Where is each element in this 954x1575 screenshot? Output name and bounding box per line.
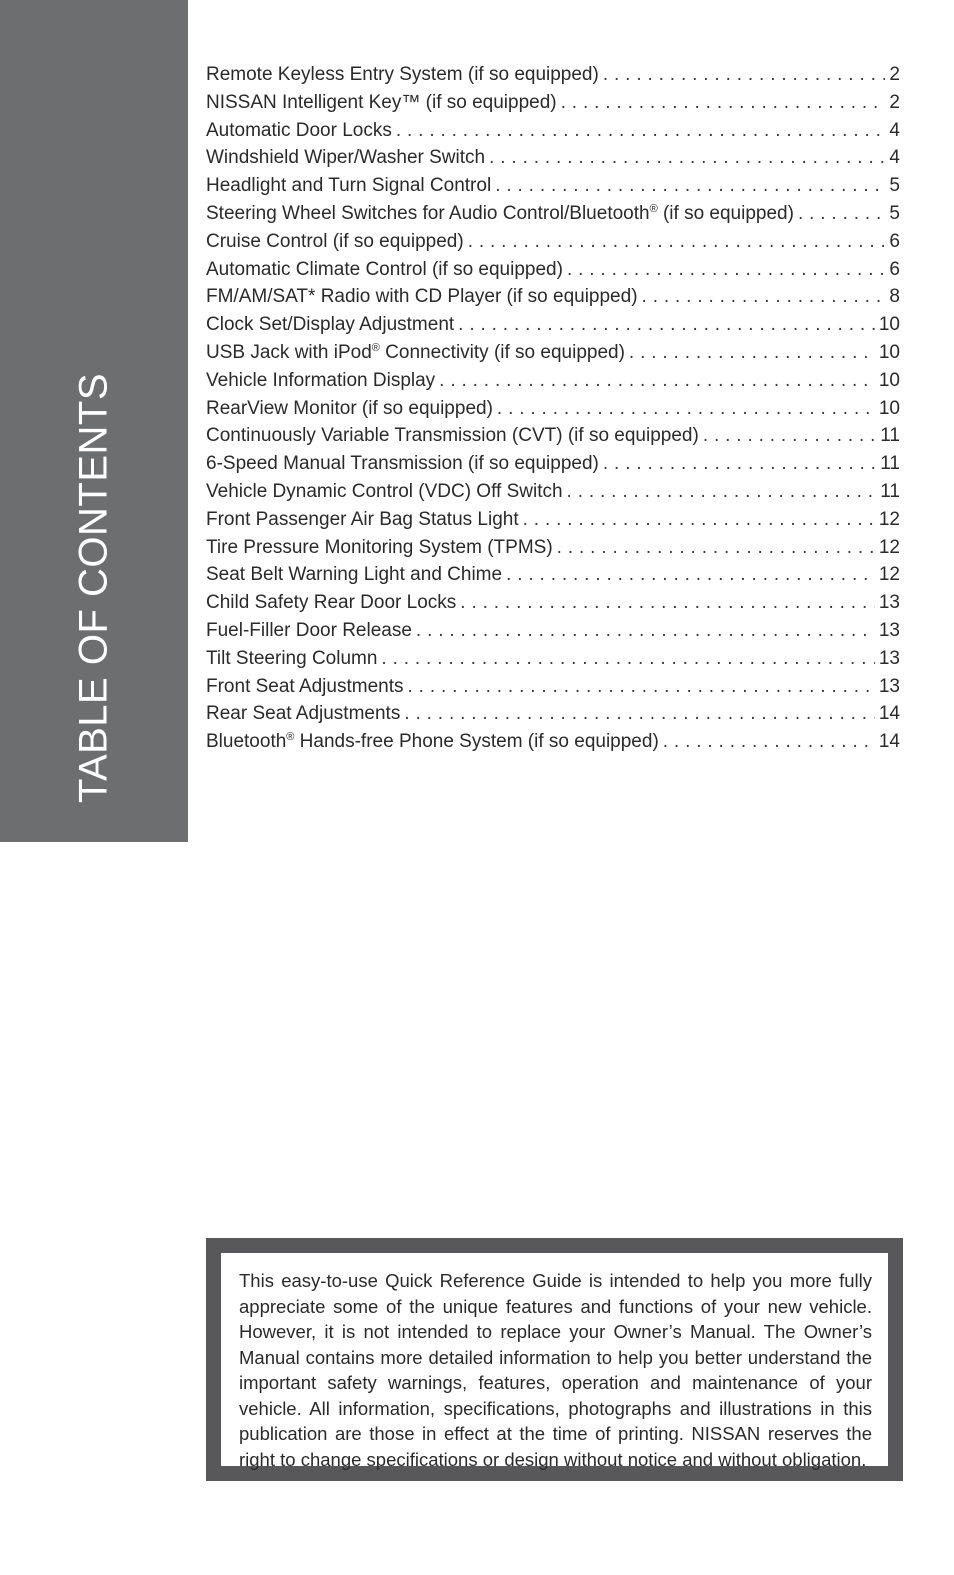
toc-entry-title bbox=[206, 422, 699, 450]
toc-entry[interactable] bbox=[206, 589, 900, 617]
toc-entry-title bbox=[206, 589, 456, 617]
toc-entry-title bbox=[206, 61, 599, 89]
toc-entry-title bbox=[206, 534, 553, 562]
toc-entry-page-number: 14 bbox=[878, 731, 900, 753]
toc-entry-title-text: Clock Set/Display Adjustment bbox=[206, 314, 455, 336]
toc-entry-title bbox=[206, 645, 377, 673]
toc-entry-title bbox=[206, 283, 638, 311]
toc-entry-title-text: Headlight and Turn Signal Control bbox=[206, 175, 492, 197]
dot-leader bbox=[408, 673, 875, 701]
toc-entry-title-text: NISSAN Intelligent Key™ (if so equipped) bbox=[206, 91, 557, 113]
toc-entry-title bbox=[206, 395, 493, 423]
toc-entry-page-number: 13 bbox=[878, 619, 900, 641]
toc-entry-page-number: 5 bbox=[889, 175, 900, 197]
dot-leader bbox=[567, 256, 885, 284]
toc-entry[interactable] bbox=[206, 617, 900, 645]
dot-leader bbox=[458, 311, 875, 339]
toc-entry-page-number: 13 bbox=[878, 675, 900, 697]
dot-leader bbox=[523, 506, 875, 534]
dot-leader bbox=[404, 700, 875, 728]
notice-inner bbox=[221, 1253, 888, 1470]
toc-entry-title-text: Seat Belt Warning Light and Chime bbox=[206, 564, 503, 586]
notice-text: This easy-to-use Quick Reference Guide is intended to help you more fully appreciate some of the unique features and functions of your new vehicle. However, it is not intended to replace your Owner’s Manual. The Owner’s Manual contains more detailed information to help you better understand the important safety warnings, features, operation and maintenance of your vehicle. All information, specifications, photographs and illustrations in this publication are those in effect at the time of printing. NISSAN reserves the right to change specifications or design without notice and without obligation. bbox=[239, 1270, 872, 1470]
toc-entry-title bbox=[206, 617, 412, 645]
toc-entry-title bbox=[206, 172, 491, 200]
dot-leader bbox=[381, 645, 874, 673]
toc-entry[interactable] bbox=[206, 645, 900, 673]
toc-entry-page-number: 2 bbox=[889, 91, 900, 113]
toc-entry-title-text: Vehicle Information Display bbox=[206, 369, 436, 391]
toc-entry-title bbox=[206, 117, 392, 145]
toc-entry-title-text: Cruise Control (if so equipped) bbox=[206, 230, 464, 252]
toc-entry[interactable] bbox=[206, 561, 900, 589]
toc-entry[interactable] bbox=[206, 728, 900, 756]
toc-entry-title-text: Remote Keyless Entry System (if so equipped) bbox=[206, 64, 599, 85]
toc-entry[interactable] bbox=[206, 506, 900, 534]
toc-entry-title-text: Vehicle Dynamic Control (VDC) Off Switch bbox=[206, 480, 563, 502]
dot-leader bbox=[495, 172, 885, 200]
dot-leader bbox=[567, 478, 877, 506]
toc-entry-page-number: 10 bbox=[878, 397, 900, 419]
toc-entry[interactable] bbox=[206, 200, 900, 228]
dot-leader bbox=[489, 144, 885, 172]
toc-entry-title bbox=[206, 89, 557, 117]
toc-entry-title-text: Fuel-Filler Door Release bbox=[206, 619, 412, 641]
toc-entry-title bbox=[206, 367, 435, 395]
toc-entry-title-text: 6-Speed Manual Transmission (if so equipped) bbox=[206, 453, 599, 475]
toc-entry-page-number: 11 bbox=[880, 425, 900, 447]
dot-leader bbox=[603, 450, 876, 478]
toc-entry[interactable] bbox=[206, 256, 900, 284]
toc-entry-title-text: Front Seat Adjustments bbox=[206, 675, 404, 697]
dot-leader bbox=[506, 561, 875, 589]
toc-entry-page-number: 2 bbox=[889, 64, 900, 85]
toc-entry[interactable] bbox=[206, 117, 900, 145]
toc-entry-title-text: Rear Seat Adjustments bbox=[206, 703, 401, 725]
toc-entry-title bbox=[206, 339, 625, 367]
toc-entry-title bbox=[206, 450, 599, 478]
toc-entry-title bbox=[206, 506, 519, 534]
toc-entry-title bbox=[206, 561, 502, 589]
dot-leader bbox=[416, 617, 875, 645]
toc-entry-page-number: 5 bbox=[889, 202, 900, 224]
toc-entry-page-number: 12 bbox=[878, 536, 900, 558]
toc-entry-page-number: 6 bbox=[889, 258, 900, 280]
dot-leader bbox=[439, 367, 875, 395]
dot-leader bbox=[663, 728, 875, 756]
toc-entry-title-text: Continuously Variable Transmission (CVT) (if so equipped) bbox=[206, 425, 699, 447]
dot-leader bbox=[703, 422, 876, 450]
sidebar-tab bbox=[0, 0, 188, 842]
toc-entry[interactable] bbox=[206, 422, 900, 450]
table-of-contents bbox=[206, 61, 900, 756]
dot-leader bbox=[468, 228, 886, 256]
toc-entry-title-text: USB Jack with iPod bbox=[206, 341, 372, 363]
toc-entry[interactable] bbox=[206, 450, 900, 478]
toc-entry[interactable] bbox=[206, 339, 900, 367]
toc-entry-title-text: Steering Wheel Switches for Audio Control/Bluetooth bbox=[206, 202, 650, 224]
toc-entry-page-number: 4 bbox=[889, 119, 900, 141]
toc-entry-page-number: 12 bbox=[878, 508, 900, 530]
toc-entry-title-text: Child Safety Rear Door Locks bbox=[206, 592, 457, 614]
toc-entry[interactable] bbox=[206, 144, 900, 172]
toc-entry-title bbox=[206, 728, 659, 756]
toc-entry-page-number: 4 bbox=[889, 147, 900, 169]
toc-entry-title bbox=[206, 144, 485, 172]
dot-leader bbox=[557, 534, 875, 562]
toc-entry-title-text: Front Passenger Air Bag Status Light bbox=[206, 508, 519, 530]
dot-leader bbox=[642, 283, 886, 311]
dot-leader bbox=[561, 89, 886, 117]
toc-entry-page-number: 11 bbox=[880, 453, 900, 475]
registered-mark: ® bbox=[649, 202, 658, 215]
toc-entry-title-text: Bluetooth bbox=[206, 731, 287, 753]
toc-entry[interactable] bbox=[206, 61, 900, 89]
notice-box bbox=[206, 1238, 903, 1481]
toc-entry-title-text: (if so equipped) bbox=[657, 202, 794, 224]
toc-entry-page-number: 13 bbox=[878, 592, 900, 614]
toc-entry-title bbox=[206, 478, 563, 506]
toc-entry-page-number: 10 bbox=[878, 341, 900, 363]
toc-entry-title-text: Connectivity (if so equipped) bbox=[379, 341, 625, 363]
toc-entry[interactable] bbox=[206, 700, 900, 728]
toc-entry-title-text: Windshield Wiper/Washer Switch bbox=[206, 147, 486, 169]
toc-entry[interactable] bbox=[206, 367, 900, 395]
toc-entry-title-text: Tilt Steering Column bbox=[206, 647, 378, 669]
toc-entry[interactable] bbox=[206, 534, 900, 562]
toc-entry-title bbox=[206, 311, 454, 339]
toc-entry-title-text: Tire Pressure Monitoring System (TPMS) bbox=[206, 536, 553, 558]
toc-entry[interactable] bbox=[206, 228, 900, 256]
toc-entry[interactable] bbox=[206, 478, 900, 506]
dot-leader bbox=[798, 200, 885, 228]
toc-entry-title bbox=[206, 700, 400, 728]
toc-entry-page-number: 11 bbox=[880, 480, 900, 502]
toc-entry-title-text: RearView Monitor (if so equipped) bbox=[206, 397, 493, 419]
toc-entry-title-text: FM/AM/SAT* Radio with CD Player (if so equipped) bbox=[206, 286, 638, 308]
toc-entry[interactable] bbox=[206, 673, 900, 701]
sidebar-title: TABLE OF CONTENTS bbox=[71, 372, 116, 804]
toc-entry-title bbox=[206, 200, 794, 228]
toc-entry[interactable] bbox=[206, 172, 900, 200]
toc-entry-title bbox=[206, 228, 464, 256]
dot-leader bbox=[396, 117, 886, 145]
dot-leader bbox=[497, 395, 875, 423]
toc-entry-page-number: 10 bbox=[878, 369, 900, 391]
toc-entry-title-text: Hands-free Phone System (if so equipped) bbox=[294, 731, 659, 753]
toc-entry[interactable] bbox=[206, 395, 900, 423]
toc-entry-page-number: 8 bbox=[889, 286, 900, 308]
registered-mark: ® bbox=[371, 341, 380, 354]
toc-entry-title bbox=[206, 256, 563, 284]
toc-entry[interactable] bbox=[206, 283, 900, 311]
dot-leader bbox=[460, 589, 875, 617]
toc-entry[interactable] bbox=[206, 89, 900, 117]
toc-entry[interactable] bbox=[206, 311, 900, 339]
toc-entry-title bbox=[206, 673, 404, 701]
toc-entry-title-text: Automatic Door Locks bbox=[206, 119, 392, 141]
toc-entry-page-number: 12 bbox=[878, 564, 900, 586]
toc-entry-page-number: 10 bbox=[878, 314, 900, 336]
dot-leader bbox=[603, 61, 886, 89]
dot-leader bbox=[629, 339, 875, 367]
toc-entry-page-number: 6 bbox=[889, 230, 900, 252]
toc-entry-page-number: 14 bbox=[878, 703, 900, 725]
toc-entry-page-number: 13 bbox=[878, 647, 900, 669]
registered-mark: ® bbox=[286, 731, 295, 744]
toc-entry-title-text: Automatic Climate Control (if so equipped) bbox=[206, 258, 563, 280]
